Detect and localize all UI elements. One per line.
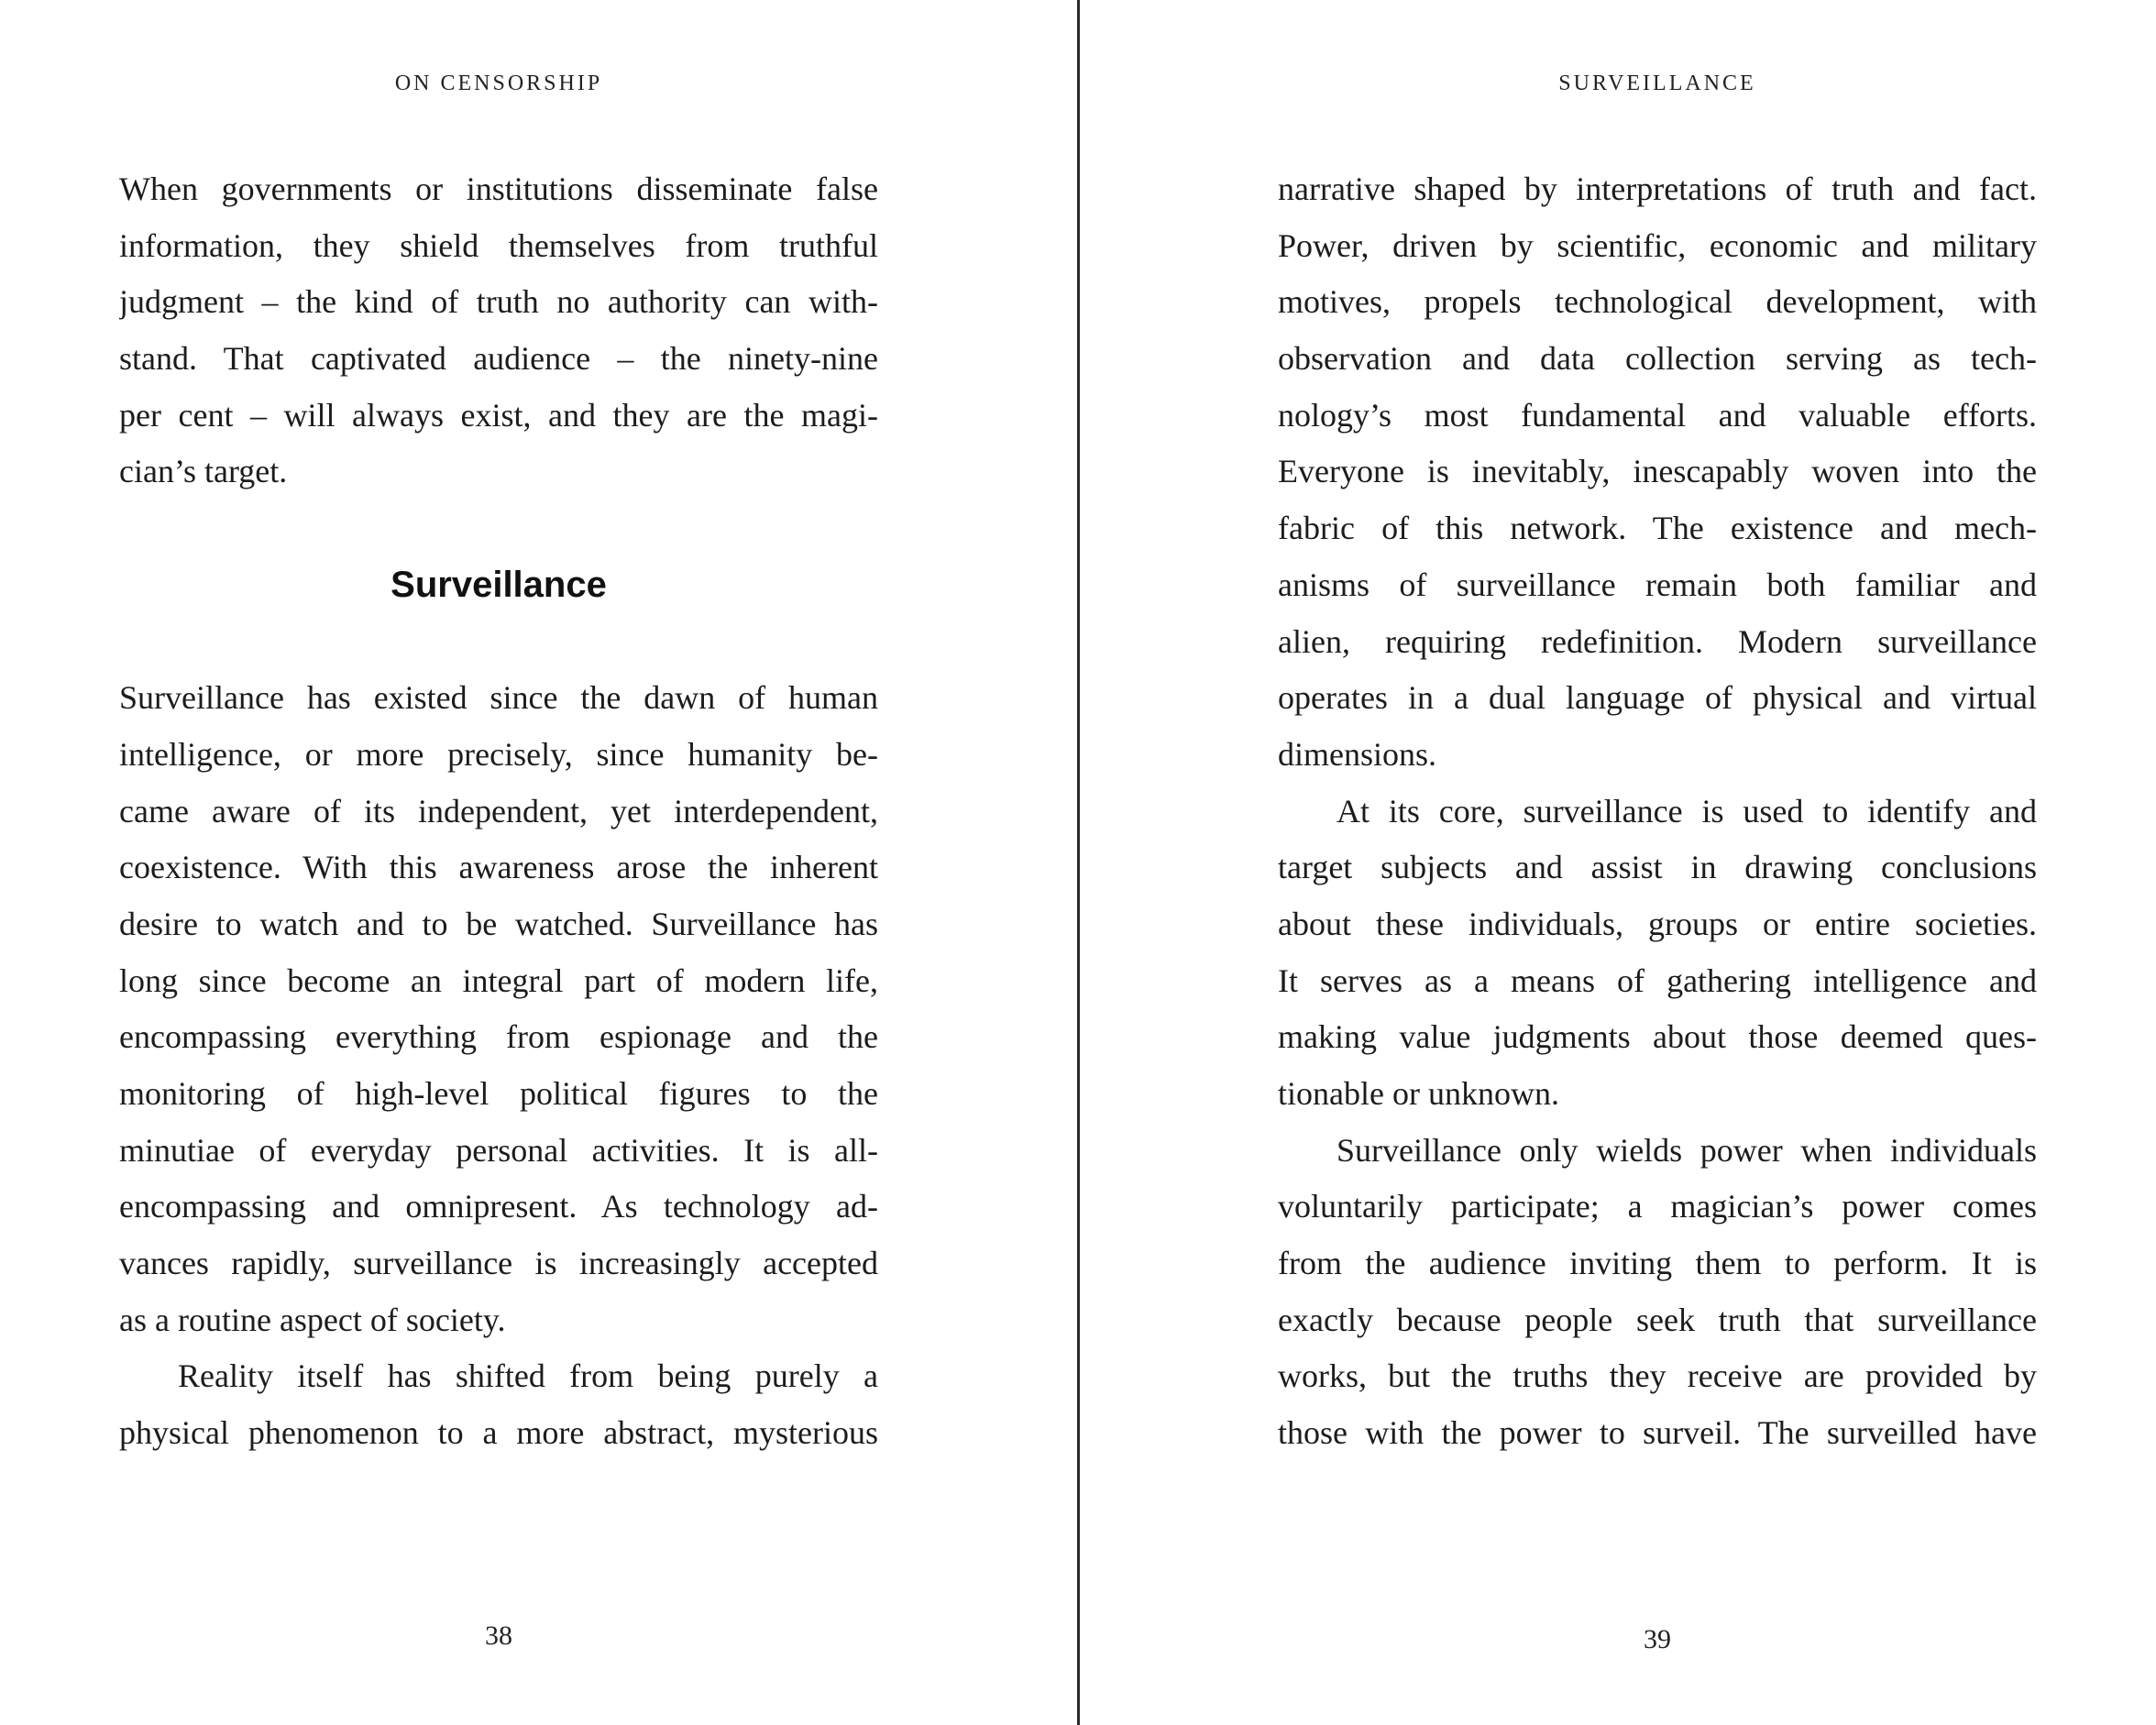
text-line: physical phenomenon to a more abstract, mysterious: [119, 1414, 878, 1452]
text-line: from the audience inviting them to perform. It is: [1278, 1245, 2037, 1282]
text-line: intelligence, or more precisely, since humanity be-: [119, 735, 878, 773]
text-line: information, they shield themselves from truthful: [119, 226, 878, 264]
section-heading: Surveillance: [390, 564, 607, 605]
text-line: judgment – the kind of truth no authority can with-: [119, 283, 878, 321]
text-line: operates in a dual language of physical and virtual: [1278, 679, 2037, 717]
text-line: narrative shaped by interpretations of truth and fact.: [1278, 170, 2037, 207]
text-line: Reality itself has shifted from being purely a: [178, 1357, 878, 1395]
right-page: [1078, 0, 2156, 1725]
text-line: target subjects and assist in drawing conclusions: [1278, 849, 2037, 886]
text-line: encompassing and omnipresent. As technology ad-: [119, 1188, 878, 1225]
text-line: long since become an integral part of modern life,: [119, 961, 878, 999]
text-line: At its core, surveillance is used to identify and: [1336, 792, 2037, 830]
text-line: fabric of this network. The existence and mech-: [1278, 510, 2037, 547]
running-head-left: ON CENSORSHIP: [394, 71, 603, 95]
text-line: voluntarily participate; a magician’s power comes: [1278, 1188, 2037, 1225]
text-line: works, but the truths they receive are provided by: [1278, 1357, 2037, 1395]
text-line: nology’s most fundamental and valuable efforts.: [1278, 396, 2037, 434]
running-head-right: SURVEILLANCE: [1558, 71, 1756, 95]
text-line: came aware of its independent, yet interdependent,: [119, 792, 878, 830]
text-line: motives, propels technological development, with: [1278, 283, 2037, 321]
text-line: cian’s target.: [119, 453, 288, 490]
page-number-left: 38: [485, 1621, 512, 1651]
text-line: about these individuals, groups or entire societies.: [1278, 905, 2037, 942]
text-line: making value judgments about those deemed ques-: [1278, 1018, 2037, 1056]
text-line: as a routine aspect of society.: [119, 1301, 506, 1338]
right-page-body: [1278, 161, 2037, 1462]
text-line: coexistence. With this awareness arose the inherent: [119, 849, 878, 886]
text-line: anisms of surveillance remain both familiar and: [1278, 566, 2037, 603]
text-line: Everyone is inevitably, inescapably woven into the: [1278, 453, 2037, 490]
text-line: It serves as a means of gathering intelligence and: [1278, 961, 2037, 999]
text-line: encompassing everything from espionage and the: [119, 1018, 878, 1056]
text-line: exactly because people seek truth that surveillance: [1278, 1301, 2037, 1338]
text-line: vances rapidly, surveillance is increasingly accepted: [119, 1245, 878, 1282]
text-line: per cent – will always exist, and they are the magi-: [119, 396, 878, 434]
text-line: When governments or institutions disseminate false: [119, 170, 878, 207]
text-line: Surveillance has existed since the dawn of human: [119, 679, 878, 717]
text-line: alien, requiring redefinition. Modern surveillance: [1278, 622, 2037, 660]
page-number-right: 39: [1644, 1624, 1671, 1654]
text-line: minutiae of everyday personal activities. It is all-: [119, 1131, 878, 1169]
text-line: stand. That captivated audience – the ninety-nine: [119, 340, 878, 378]
left-page-body: [119, 161, 878, 1462]
text-line: those with the power to surveil. The surveilled have: [1278, 1414, 2037, 1452]
text-line: tionable or unknown.: [1278, 1075, 1559, 1112]
text-line: dimensions.: [1278, 735, 1437, 773]
text-line: Surveillance only wields power when individuals: [1336, 1131, 2037, 1169]
text-line: Power, driven by scientific, economic and military: [1278, 226, 2037, 264]
text-line: observation and data collection serving as tech-: [1278, 340, 2037, 378]
text-line: desire to watch and to be watched. Surveillance has: [119, 905, 878, 942]
text-line: monitoring of high-level political figures to the: [119, 1075, 878, 1112]
